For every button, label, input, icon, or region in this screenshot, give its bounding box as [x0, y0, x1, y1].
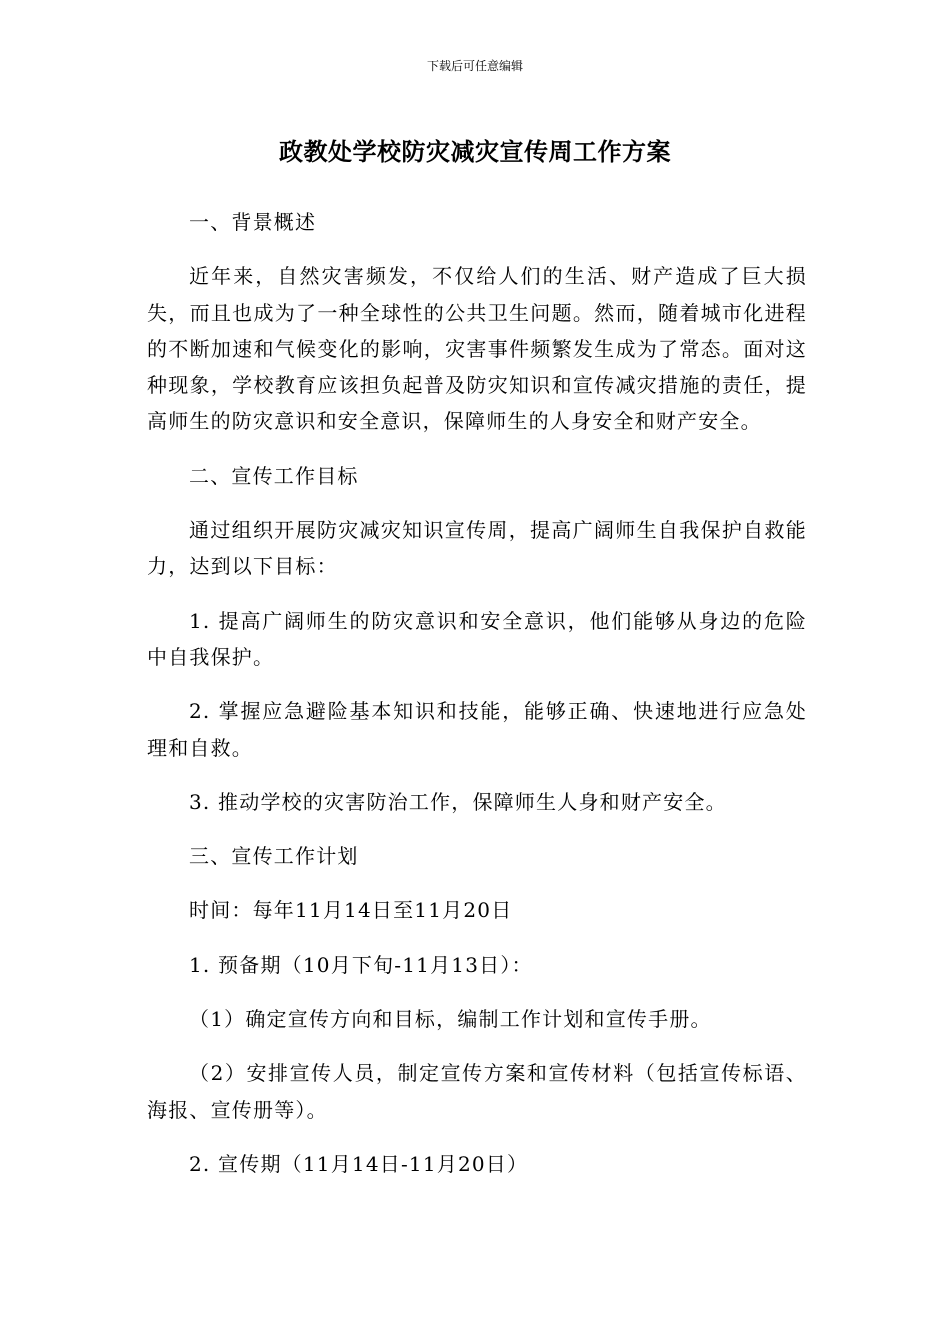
- plan-time: 时间：每年11月14日至11月20日: [189, 898, 513, 923]
- plan-phase-1: 1. 预备期（10月下旬-11月13日）：: [189, 952, 533, 977]
- plan-phase-2: 2. 宣传期（11月14日-11月20日）: [189, 1151, 529, 1176]
- background-paragraph: 近年来，自然灾害频发，不仅给人们的生活、财产造成了巨大损失，而且也成为了一种全球性的公共卫生问题。然而，随着城市化进程的不断加速和气候变化的影响，灾害事件频繁发生成为了常态。面对这种现象，学校教育应该担负起普及防灾知识和宣传减灾措施的责任，提高师生的防灾意识和安全意识，保障师生的人身安全和财产安全。: [147, 264, 807, 434]
- section-heading-plan: 三、宣传工作计划: [189, 844, 359, 869]
- plan-phase-1-item-2: （2）安排宣传人员，制定宣传方案和宣传材料（包括宣传标语、海报、宣传册等）。: [147, 1061, 807, 1122]
- header-note: 下载后可任意编辑: [426, 59, 523, 73]
- goal-item-3: 3. 推动学校的灾害防治工作，保障师生人身和财产安全。: [189, 789, 727, 814]
- section-heading-background: 一、背景概述: [189, 210, 317, 234]
- section-heading-goals: 二、宣传工作目标: [189, 463, 359, 488]
- goals-intro-paragraph: 通过组织开展防灾减灾知识宣传周，提高广阔师生自我保护自救能力，达到以下目标：: [147, 518, 807, 579]
- goal-item-2: 2. 掌握应急避险基本知识和技能，能够正确、快速地进行应急处理和自救。: [147, 699, 807, 760]
- goal-item-1: 1. 提高广阔师生的防灾意识和安全意识，他们能够从身边的危险中自我保护。: [147, 608, 807, 669]
- plan-phase-1-item-1: （1）确定宣传方向和目标，编制工作计划和宣传手册。: [189, 1007, 712, 1032]
- document-title: 政教处学校防灾减灾宣传周工作方案: [279, 138, 671, 166]
- document-body: [147, 204, 807, 1200]
